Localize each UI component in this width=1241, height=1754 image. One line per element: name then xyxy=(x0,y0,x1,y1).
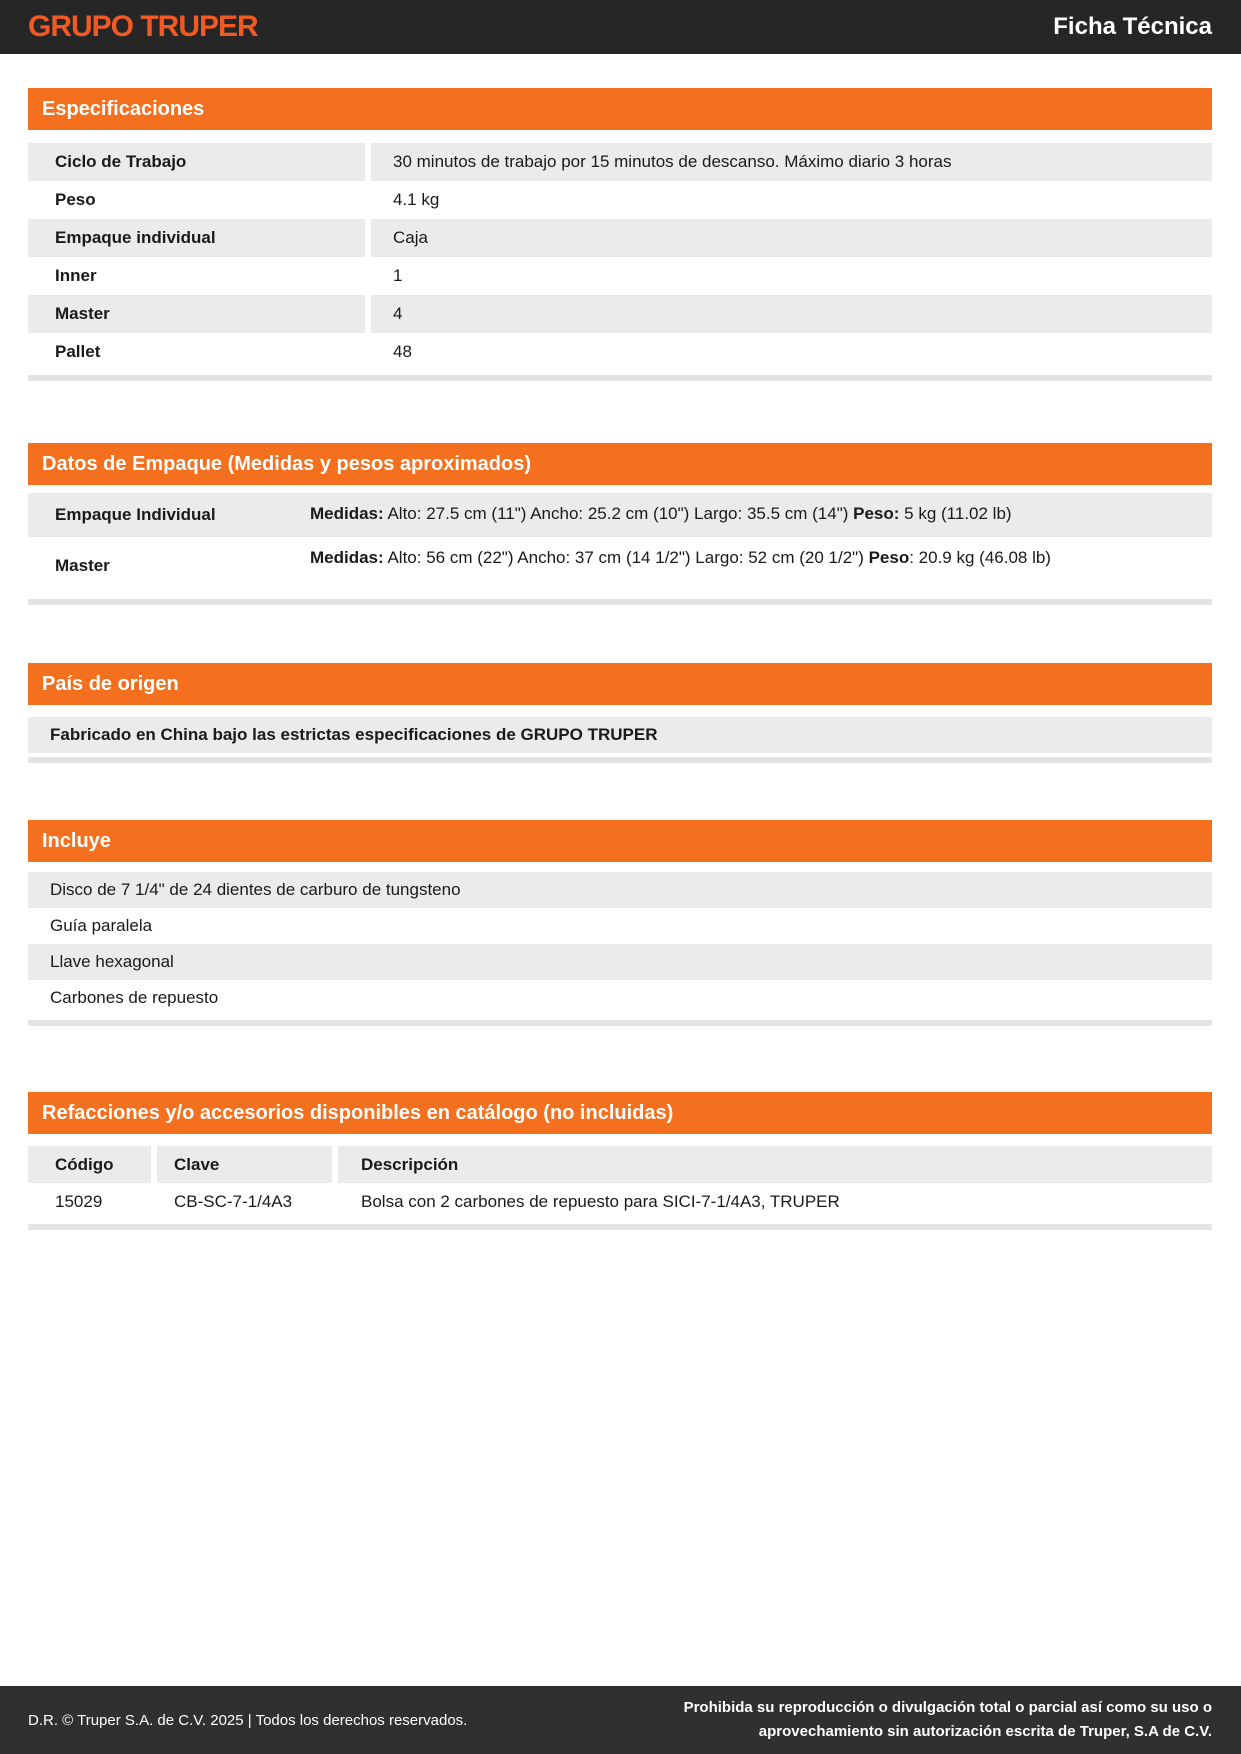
list-item: Carbones de repuesto xyxy=(28,980,1212,1016)
list-item: Guía paralela xyxy=(28,908,1212,944)
peso-text: : 20.9 kg (46.08 lb) xyxy=(909,548,1051,567)
row-value: 4.1 kg xyxy=(371,181,1212,219)
row-value: 4 xyxy=(371,295,1212,333)
page-content xyxy=(28,88,1212,1230)
row-value: Caja xyxy=(371,219,1212,257)
table-row xyxy=(28,295,1212,333)
top-bar xyxy=(0,0,1241,54)
section-title: País de origen xyxy=(42,672,179,695)
table-bottom-rule xyxy=(28,1224,1212,1230)
table-row xyxy=(28,143,1212,181)
row-label: Master xyxy=(28,295,365,333)
table-header-row xyxy=(28,1146,1212,1183)
table-bottom-rule xyxy=(28,375,1212,381)
row-value xyxy=(310,493,1212,537)
list-item: Llave hexagonal xyxy=(28,944,1212,980)
row-label: Ciclo de Trabajo xyxy=(28,143,365,181)
footer-bar xyxy=(0,1686,1241,1754)
section-header-incluye xyxy=(28,820,1212,862)
peso-label: Peso xyxy=(868,548,910,567)
section-title: Especificaciones xyxy=(42,97,205,120)
medidas-text: Alto: 56 cm (22") Ancho: 37 cm (14 1/2") Largo: 52 cm (20 1/2") xyxy=(383,548,869,567)
cell-codigo: 15029 xyxy=(55,1191,103,1211)
medidas-label: Medidas: xyxy=(310,548,384,567)
table-row xyxy=(28,537,1212,595)
column-header-clave: Clave xyxy=(157,1146,332,1183)
legal-notice-line2: aprovechamiento sin autorización escrita de Truper, S.A de C.V. xyxy=(758,1723,1212,1740)
pais-origen-block xyxy=(28,717,1212,763)
medidas-text: Alto: 27.5 cm (11") Ancho: 25.2 cm (10") Largo: 35.5 cm (14") xyxy=(383,504,854,523)
list-item: Disco de 7 1/4" de 24 dientes de carburo de tungsteno xyxy=(28,872,1212,908)
cell-descripcion: Bolsa con 2 carbones de repuesto para SICI-7-1/4A3, TRUPER xyxy=(361,1191,840,1211)
especificaciones-table xyxy=(28,143,1212,381)
copyright-text: D.R. © Truper S.A. de C.V. 2025 | Todos los derechos reservados. xyxy=(28,1711,468,1729)
table-row xyxy=(28,257,1212,295)
row-label: Inner xyxy=(28,257,365,295)
section-header-refacciones xyxy=(28,1092,1212,1134)
section-header-datos-empaque xyxy=(28,443,1212,485)
peso-label: Peso: xyxy=(853,504,900,523)
row-label: Peso xyxy=(28,181,365,219)
peso-text: 5 kg (11.02 lb) xyxy=(899,504,1012,523)
row-label: Empaque Individual xyxy=(55,505,216,524)
cell-clave: CB-SC-7-1/4A3 xyxy=(174,1191,293,1211)
table-bottom-rule xyxy=(28,599,1212,605)
table-row xyxy=(28,219,1212,257)
section-header-especificaciones xyxy=(28,88,1212,130)
column-header-codigo: Código xyxy=(28,1146,151,1183)
document-title: Ficha Técnica xyxy=(1053,13,1212,40)
row-value xyxy=(310,537,1212,595)
row-label: Empaque individual xyxy=(28,219,365,257)
refacciones-table xyxy=(28,1146,1212,1230)
medidas-label: Medidas: xyxy=(310,504,384,523)
row-label: Master xyxy=(55,556,110,575)
table-row xyxy=(28,333,1212,371)
legal-notice-line1: Prohibida su reproducción o divulgación total o parcial así como su uso o xyxy=(683,1699,1212,1716)
incluye-list xyxy=(28,872,1212,1026)
column-header-descripcion: Descripción xyxy=(338,1146,1212,1183)
grupo-truper-logo: GRUPO TRUPER xyxy=(28,10,258,43)
section-title: Datos de Empaque (Medidas y pesos aproximados) xyxy=(42,452,532,475)
row-label: Pallet xyxy=(28,333,365,371)
section-header-pais-origen xyxy=(28,663,1212,705)
table-bottom-rule xyxy=(28,757,1212,763)
datos-empaque-table xyxy=(28,493,1212,605)
origin-statement: Fabricado en China bajo las estrictas especificaciones de GRUPO TRUPER xyxy=(28,717,1212,753)
table-row xyxy=(28,181,1212,219)
section-title: Incluye xyxy=(42,829,111,852)
row-value: 1 xyxy=(371,257,1212,295)
section-title: Refacciones y/o accesorios disponibles en catálogo (no incluidas) xyxy=(42,1101,674,1124)
legal-notice xyxy=(684,1696,1212,1744)
table-row xyxy=(28,1183,1212,1220)
table-row xyxy=(28,493,1212,537)
row-value: 30 minutos de trabajo por 15 minutos de descanso. Máximo diario 3 horas xyxy=(371,143,1212,181)
table-bottom-rule xyxy=(28,1020,1212,1026)
row-value: 48 xyxy=(371,333,1212,371)
